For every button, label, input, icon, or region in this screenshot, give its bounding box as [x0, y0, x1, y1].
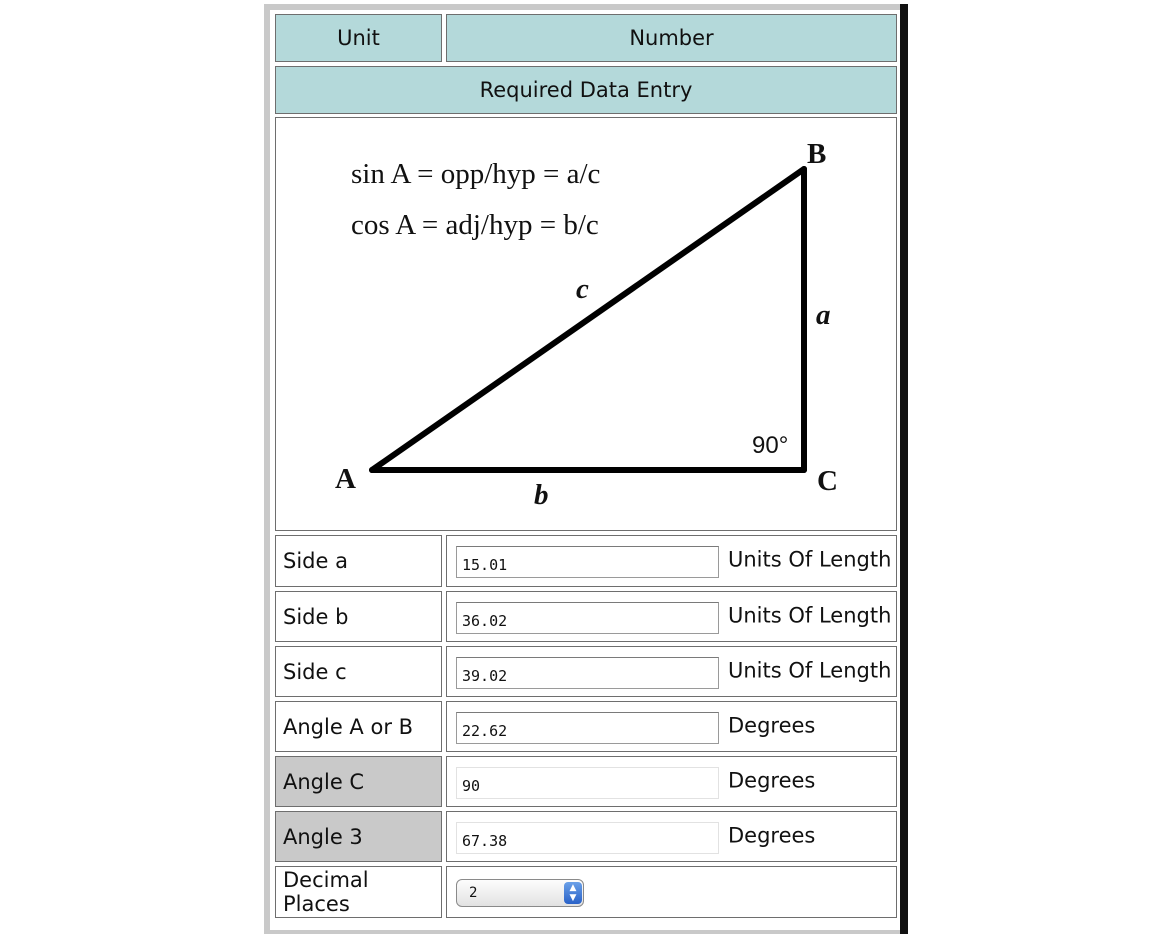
row-unit: Units Of Length [728, 547, 892, 572]
angle-3-input[interactable] [456, 822, 719, 854]
number-header [446, 14, 897, 62]
row-unit: Degrees [728, 823, 816, 848]
angle-c-label-cell [275, 756, 442, 807]
right-angle-label: 90° [752, 432, 789, 459]
vertex-a-label: A [335, 463, 356, 495]
decimal-places-select[interactable] [456, 879, 584, 907]
row-label: Angle A or B [283, 714, 414, 739]
unit-header [275, 14, 442, 62]
row-unit: Degrees [728, 713, 816, 738]
angle-c-entry-cell [446, 756, 897, 807]
side-c-input[interactable] [456, 657, 719, 689]
angle-ab-entry-cell [446, 701, 897, 752]
angle-ab-input[interactable] [456, 712, 719, 744]
decimal-places-label-cell [275, 866, 442, 918]
decimal-places-label: Decimal Places [283, 868, 369, 916]
row-unit: Units Of Length [728, 603, 892, 628]
side-b-entry-cell [446, 591, 897, 642]
triangle-diagram [275, 117, 897, 531]
angle-c-input[interactable] [456, 767, 719, 799]
vertex-b-label: B [807, 138, 827, 170]
frame-shadow [900, 4, 908, 934]
side-c-entry-cell [446, 646, 897, 697]
number-header-label: Number [629, 26, 714, 50]
decimal-places-value: 2 [469, 885, 478, 901]
side-b-label: b [534, 479, 549, 511]
row-label: Side c [283, 659, 347, 684]
row-label: Side b [283, 604, 349, 629]
section-title-bar [275, 66, 897, 114]
row-unit: Units Of Length [728, 658, 892, 683]
triangle-svg [276, 118, 896, 530]
side-c-label: c [576, 273, 589, 305]
side-c-label-cell [275, 646, 442, 697]
decimal-places-entry-cell [446, 866, 897, 918]
row-label: Angle 3 [283, 824, 363, 849]
angle-3-entry-cell [446, 811, 897, 862]
angle-ab-label-cell [275, 701, 442, 752]
cos-formula: cos A = adj/hyp = b/c [351, 209, 599, 241]
section-title: Required Data Entry [479, 78, 693, 102]
row-label: Angle C [283, 769, 365, 794]
angle-3-label-cell [275, 811, 442, 862]
up-down-arrows-icon: ▲ ▼ [564, 882, 582, 904]
row-label: Side a [283, 549, 348, 573]
vertex-c-label: C [817, 465, 838, 497]
sin-formula: sin A = opp/hyp = a/c [351, 158, 601, 190]
side-a-label-cell [275, 535, 442, 587]
row-unit: Degrees [728, 768, 816, 793]
side-a-entry-cell [446, 535, 897, 587]
side-a-label: a [816, 299, 831, 331]
side-b-input[interactable] [456, 602, 719, 634]
side-a-input[interactable] [456, 546, 719, 578]
side-b-label-cell [275, 591, 442, 642]
unit-header-label: Unit [337, 26, 380, 50]
